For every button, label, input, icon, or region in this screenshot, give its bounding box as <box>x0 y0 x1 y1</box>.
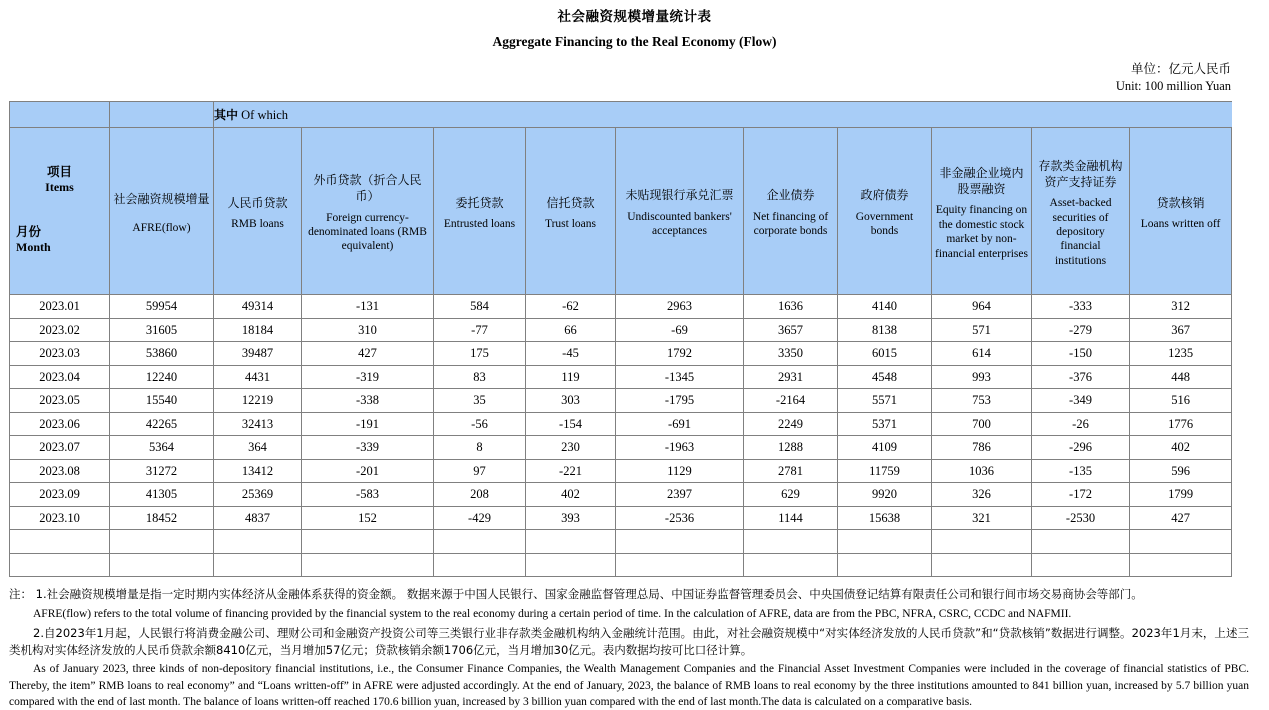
group-header-of-which-en: Of which <box>241 108 289 123</box>
table-cell: -429 <box>434 506 526 530</box>
table-cell: 66 <box>526 318 616 342</box>
table-cell <box>526 530 616 554</box>
table-cell: 230 <box>526 436 616 460</box>
table-row <box>10 365 1232 389</box>
row-month-cell: 2023.03 <box>10 342 110 366</box>
table-cell: -172 <box>1032 483 1130 507</box>
table-cell: -135 <box>1032 459 1130 483</box>
table-cell: -338 <box>302 389 434 413</box>
table-cell: 8 <box>434 436 526 460</box>
table-cell: 5571 <box>838 389 932 413</box>
note-2-zh: 2.自2023年1月起，人民银行将消费金融公司、理财公司和金融资产投资公司等三类银行业非存款类金融机构纳入金融统计范围。由此，对社会融资规模中“对实体经济发放的人民币贷款”和“贷款核销”数据进行调整。2023年1月末，上述三类机构对实体经济发放的人民币贷款余额8410亿元，当月增加57亿元；贷款核销余额1706亿元，当月增加30亿元。表内数据均按可比口径计算。 <box>9 626 1249 657</box>
table-cell: -296 <box>1032 436 1130 460</box>
table-cell <box>1032 530 1130 554</box>
column-header-row <box>10 128 1232 295</box>
column-header-undiscounted-acceptances-en: Undiscounted bankers' acceptances <box>627 211 732 238</box>
table-cell: 964 <box>932 295 1032 319</box>
table-row <box>10 553 1232 577</box>
table-cell: 321 <box>932 506 1032 530</box>
table-cell <box>1130 553 1232 577</box>
table-cell: 753 <box>932 389 1032 413</box>
table-cell: 629 <box>744 483 838 507</box>
column-header-government-bonds-zh: 政府债券 <box>860 188 909 203</box>
unit-note <box>0 50 1269 95</box>
column-header-rmb-loans <box>214 128 302 295</box>
row-month-cell: 2023.06 <box>10 412 110 436</box>
table-row <box>10 506 1232 530</box>
table-cell: 786 <box>932 436 1032 460</box>
table-cell: 59954 <box>110 295 214 319</box>
table-row <box>10 318 1232 342</box>
table-cell <box>616 530 744 554</box>
table-cell: -333 <box>1032 295 1130 319</box>
stub-items-en: Items <box>45 179 74 194</box>
table-cell: -319 <box>302 365 434 389</box>
table-cell: 11759 <box>838 459 932 483</box>
table-cell: 402 <box>1130 436 1232 460</box>
row-month-cell: 2023.04 <box>10 365 110 389</box>
table-cell: 2781 <box>744 459 838 483</box>
afre-flow-table <box>9 101 1232 577</box>
table-cell: 367 <box>1130 318 1232 342</box>
note-1-zh: 注： 1.社会融资规模增量是指一定时期内实体经济从金融体系获得的资金额。 数据来源于中国人民银行、国家金融监督管理总局、中国证券监督管理委员会、中央国债登记结算有限责任公司和银行间市场交易商协会等部门。 <box>9 587 1143 602</box>
table-cell: -191 <box>302 412 434 436</box>
table-cell: 1776 <box>1130 412 1232 436</box>
table-cell: -339 <box>302 436 434 460</box>
table-cell: 8138 <box>838 318 932 342</box>
column-header-undiscounted-acceptances <box>616 128 744 295</box>
note-2-en: As of January 2023, three kinds of non-depository financial institutions, i.e., the Consumer Finance Companies, the Wealth Management Companies and the Financial Asset Investment Companies were included in the coverage of financial statistics of PBC. Thereby, the item” RMB loans to real economy” and “Loans written-off” in AFRE were adjusted accordingly. At the end of January, 2023, the balance of RMB loans to real economy by the three institutions amounted to 841 billion yuan, increased by 5.7 billion yuan compared with the end of last month. The balance of loans written-off reached 170.6 billion yuan, increased by 3 billion yuan compared with the end of last month.The data is calculated on a comparative basis. <box>9 663 1249 709</box>
group-header-of-which <box>214 102 1232 128</box>
table-cell: -62 <box>526 295 616 319</box>
table-cell: 1129 <box>616 459 744 483</box>
table-cell: 1144 <box>744 506 838 530</box>
stub-header-month <box>16 224 51 255</box>
table-cell: -2164 <box>744 389 838 413</box>
column-header-corporate-bonds-en: Net financing of corporate bonds <box>752 211 829 238</box>
table-cell: 18184 <box>214 318 302 342</box>
table-cell: 25369 <box>214 483 302 507</box>
column-header-government-bonds <box>838 128 932 295</box>
table-cell: 41305 <box>110 483 214 507</box>
table-cell: 175 <box>434 342 526 366</box>
column-header-loans-written-off <box>1130 128 1232 295</box>
row-month-cell: 2023.05 <box>10 389 110 413</box>
table-cell: 427 <box>1130 506 1232 530</box>
column-header-rmb-loans-zh: 人民币贷款 <box>227 195 288 210</box>
stub-month-en: Month <box>16 239 51 254</box>
table-cell: 4431 <box>214 365 302 389</box>
table-cell <box>110 530 214 554</box>
group-header-spacer <box>10 102 110 128</box>
table-cell: 49314 <box>214 295 302 319</box>
table-cell <box>214 553 302 577</box>
notes-section <box>0 577 1269 710</box>
table-cell: 83 <box>434 365 526 389</box>
table-cell <box>302 553 434 577</box>
table-cell: -583 <box>302 483 434 507</box>
column-header-loans-written-off-zh: 贷款核销 <box>1156 195 1205 210</box>
column-header-entrusted-loans-zh: 委托贷款 <box>455 195 504 210</box>
table-cell: 53860 <box>110 342 214 366</box>
table-cell <box>838 553 932 577</box>
table-cell <box>838 530 932 554</box>
table-cell: 18452 <box>110 506 214 530</box>
table-cell: 2963 <box>616 295 744 319</box>
stub-header-items <box>10 164 109 195</box>
table-cell: 700 <box>932 412 1032 436</box>
table-cell: -691 <box>616 412 744 436</box>
table-cell: -1795 <box>616 389 744 413</box>
column-header-trust-loans-zh: 信托贷款 <box>546 195 595 210</box>
note-1-en: AFRE(flow) refers to the total volume of financing provided by the financial system to the real economy during a certain period of time. In the calculation of AFRE, data are from the PBC, NFRA, CSRC, CCDC and NAFMII. <box>33 607 1072 620</box>
table-cell <box>434 530 526 554</box>
column-header-government-bonds-en: Government bonds <box>855 211 914 238</box>
table-row <box>10 436 1232 460</box>
table-cell: 596 <box>1130 459 1232 483</box>
column-header-afre-en: AFRE(flow) <box>132 222 191 235</box>
column-header-afre-zh: 社会融资规模增量 <box>113 191 210 206</box>
table-cell: 1288 <box>744 436 838 460</box>
table-cell <box>214 530 302 554</box>
table-cell: -2530 <box>1032 506 1130 530</box>
unit-note-en: Unit: 100 million Yuan <box>1115 79 1231 94</box>
table-cell: -154 <box>526 412 616 436</box>
table-cell: 310 <box>302 318 434 342</box>
table-cell: -77 <box>434 318 526 342</box>
column-header-equity-financing-zh: 非金融企业境内股票融资 <box>939 166 1024 196</box>
table-cell: 4548 <box>838 365 932 389</box>
table-cell: 97 <box>434 459 526 483</box>
table-cell: -45 <box>526 342 616 366</box>
row-month-cell: 2023.02 <box>10 318 110 342</box>
table-cell <box>526 553 616 577</box>
table-cell: 2397 <box>616 483 744 507</box>
table-cell: 12240 <box>110 365 214 389</box>
stub-header-items-month <box>10 128 110 295</box>
column-header-corporate-bonds <box>744 128 838 295</box>
page-title-zh: 社会融资规模增量统计表 <box>557 9 712 25</box>
table-cell: -150 <box>1032 342 1130 366</box>
table-cell: -1345 <box>616 365 744 389</box>
table-cell: 42265 <box>110 412 214 436</box>
row-month-cell: 2023.07 <box>10 436 110 460</box>
table-cell: -376 <box>1032 365 1130 389</box>
table-cell: 4109 <box>838 436 932 460</box>
table-cell: 402 <box>526 483 616 507</box>
table-cell: 15638 <box>838 506 932 530</box>
table-cell: 5371 <box>838 412 932 436</box>
table-cell <box>110 553 214 577</box>
table-cell: 208 <box>434 483 526 507</box>
table-row <box>10 530 1232 554</box>
table-cell: 4140 <box>838 295 932 319</box>
table-cell: -201 <box>302 459 434 483</box>
table-cell: 13412 <box>214 459 302 483</box>
table-cell: 2249 <box>744 412 838 436</box>
column-header-foreign-currency-loans-zh: 外币贷款（折合人民币） <box>313 173 422 204</box>
table-cell: 364 <box>214 436 302 460</box>
table-cell <box>616 553 744 577</box>
table-cell: 584 <box>434 295 526 319</box>
group-header-spacer-afre <box>110 102 214 128</box>
page-title-en: Aggregate Financing to the Real Economy (Flow) <box>492 34 777 50</box>
table-cell: 1799 <box>1130 483 1232 507</box>
row-month-cell <box>10 553 110 577</box>
table-cell: 1636 <box>744 295 838 319</box>
table-row <box>10 459 1232 483</box>
row-month-cell: 2023.10 <box>10 506 110 530</box>
column-header-rmb-loans-en: RMB loans <box>231 218 284 231</box>
column-header-foreign-currency-loans-en: Foreign currency-denominated loans (RMB equivalent) <box>308 211 427 253</box>
row-month-cell <box>10 530 110 554</box>
table-cell: -349 <box>1032 389 1130 413</box>
table-cell: 12219 <box>214 389 302 413</box>
table-cell: 2931 <box>744 365 838 389</box>
table-cell: 427 <box>302 342 434 366</box>
column-header-equity-financing <box>932 128 1032 295</box>
table-cell: 35 <box>434 389 526 413</box>
table-cell: 393 <box>526 506 616 530</box>
table-cell: 152 <box>302 506 434 530</box>
table-cell <box>1032 553 1130 577</box>
table-cell: 312 <box>1130 295 1232 319</box>
table-cell <box>302 530 434 554</box>
column-header-asset-backed-securities <box>1032 128 1130 295</box>
table-cell: 516 <box>1130 389 1232 413</box>
table-cell <box>434 553 526 577</box>
stub-month-zh: 月份 <box>16 224 42 240</box>
table-cell: 571 <box>932 318 1032 342</box>
table-cell: 3350 <box>744 342 838 366</box>
group-header-of-which-zh: 其中 <box>214 108 239 123</box>
row-month-cell: 2023.08 <box>10 459 110 483</box>
table-row <box>10 342 1232 366</box>
table-head <box>10 102 1232 295</box>
column-header-asset-backed-securities-zh: 存款类金融机构资产支持证券 <box>1038 159 1123 189</box>
table-cell <box>932 553 1032 577</box>
column-header-entrusted-loans-en: Entrusted loans <box>443 218 516 231</box>
stub-items-zh: 项目 <box>46 164 72 180</box>
table-cell: 31272 <box>110 459 214 483</box>
table-cell: 32413 <box>214 412 302 436</box>
table-cell: 3657 <box>744 318 838 342</box>
group-header-row <box>10 102 1232 128</box>
table-row <box>10 412 1232 436</box>
table-cell: -221 <box>526 459 616 483</box>
column-header-afre <box>110 128 214 295</box>
column-header-entrusted-loans <box>434 128 526 295</box>
row-month-cell: 2023.01 <box>10 295 110 319</box>
table-cell: -69 <box>616 318 744 342</box>
table-cell <box>744 530 838 554</box>
table-row <box>10 483 1232 507</box>
table-cell: -2536 <box>616 506 744 530</box>
table-row <box>10 389 1232 413</box>
unit-note-zh: 单位：亿元人民币 <box>1130 61 1231 77</box>
table-cell: 1792 <box>616 342 744 366</box>
table-body <box>10 295 1232 577</box>
table-row <box>10 295 1232 319</box>
table-cell <box>932 530 1032 554</box>
table-cell: 448 <box>1130 365 1232 389</box>
table-container <box>0 95 1269 577</box>
column-header-trust-loans <box>526 128 616 295</box>
table-cell: -56 <box>434 412 526 436</box>
table-cell: 303 <box>526 389 616 413</box>
table-cell: 326 <box>932 483 1032 507</box>
row-month-cell: 2023.09 <box>10 483 110 507</box>
table-cell: 15540 <box>110 389 214 413</box>
table-cell: 39487 <box>214 342 302 366</box>
table-cell: -26 <box>1032 412 1130 436</box>
column-header-corporate-bonds-zh: 企业债券 <box>766 188 815 203</box>
table-cell: 1235 <box>1130 342 1232 366</box>
column-header-equity-financing-en: Equity financing on the domestic stock market by non-financial enterprises <box>935 204 1028 260</box>
column-header-loans-written-off-en: Loans written off <box>1140 218 1221 231</box>
table-cell: 31605 <box>110 318 214 342</box>
table-cell: -279 <box>1032 318 1130 342</box>
table-cell: 9920 <box>838 483 932 507</box>
table-cell: 119 <box>526 365 616 389</box>
table-cell: 614 <box>932 342 1032 366</box>
table-cell: 1036 <box>932 459 1032 483</box>
table-cell: 5364 <box>110 436 214 460</box>
table-cell: 6015 <box>838 342 932 366</box>
table-cell: 993 <box>932 365 1032 389</box>
table-cell: -131 <box>302 295 434 319</box>
column-header-trust-loans-en: Trust loans <box>544 218 597 231</box>
table-cell: -1963 <box>616 436 744 460</box>
table-cell: 4837 <box>214 506 302 530</box>
column-header-asset-backed-securities-en: Asset-backed securities of depository financial institutions <box>1049 197 1112 267</box>
column-header-undiscounted-acceptances-zh: 未贴现银行承兑汇票 <box>625 188 734 203</box>
column-header-foreign-currency-loans <box>302 128 434 295</box>
table-cell <box>744 553 838 577</box>
table-cell <box>1130 530 1232 554</box>
